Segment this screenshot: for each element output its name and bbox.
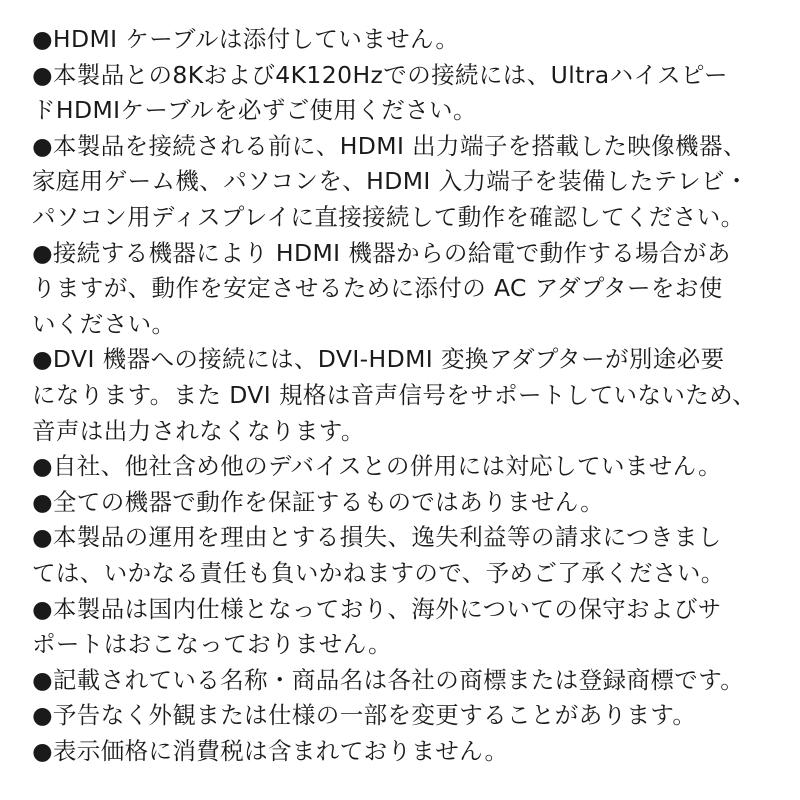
notice-line: ●本製品との8Kおよび4K120Hzでの接続には、Ultraハイスピー bbox=[32, 60, 728, 89]
notice-line: ●本製品を接続される前に、HDMI 出力端子を搭載した映像機器、 bbox=[32, 131, 747, 160]
notice-line: ●本製品の運用を理由とする損失、逸失利益等の請求につきまし bbox=[32, 523, 722, 552]
notice-line: ドHDMIケーブルを必ずご使用ください。 bbox=[32, 96, 477, 125]
notice-line: ては、いかなる責任も負いかねますので、予めご了承ください。 bbox=[32, 558, 725, 587]
notice-line: ●予告なく外観または仕様の一部を変更することがあります。 bbox=[32, 701, 697, 730]
notice-line: ●HDMI ケーブルは添付していません。 bbox=[32, 25, 460, 53]
notice-line: パソコン用ディスプレイに直接接続して動作を確認してください。 bbox=[32, 202, 745, 231]
notice-line: ●接続する機器により HDMI 機器からの給電で動作する場合があ bbox=[32, 238, 731, 267]
notice-line: ●全ての機器で動作を保証するものではありません。 bbox=[32, 487, 605, 516]
notice-line: ポートはおこなっておりません。 bbox=[32, 630, 392, 659]
notice-line: になります。また DVI 規格は音声信号をサポートしていないため、 bbox=[32, 380, 757, 409]
notice-line: 家庭用ゲーム機、パソコンを、HDMI 入力端子を装備したテレビ・ bbox=[32, 167, 749, 196]
notice-line: ●表示価格に消費税は含まれておりません。 bbox=[32, 736, 509, 765]
notice-line: ●本製品は国内仕様となっており、海外についての保守およびサ bbox=[32, 594, 722, 623]
notice-line: ●DVI 機器への接続には、DVI-HDMI 変換アダプターが別途必要 bbox=[32, 345, 725, 374]
notice-line: りますが、動作を安定させるために添付の AC アダプターをお使 bbox=[32, 274, 723, 303]
notice-line: 音声は出力されなくなります。 bbox=[32, 416, 365, 445]
notice-line: いください。 bbox=[32, 309, 176, 338]
notice-line: ●自社、他社含め他のデバイスとの併用には対応していません。 bbox=[32, 452, 722, 481]
notice-text-block bbox=[32, 22, 784, 769]
notice-line: ●記載されている名称・商品名は各社の商標または登録商標です。 bbox=[32, 665, 745, 694]
